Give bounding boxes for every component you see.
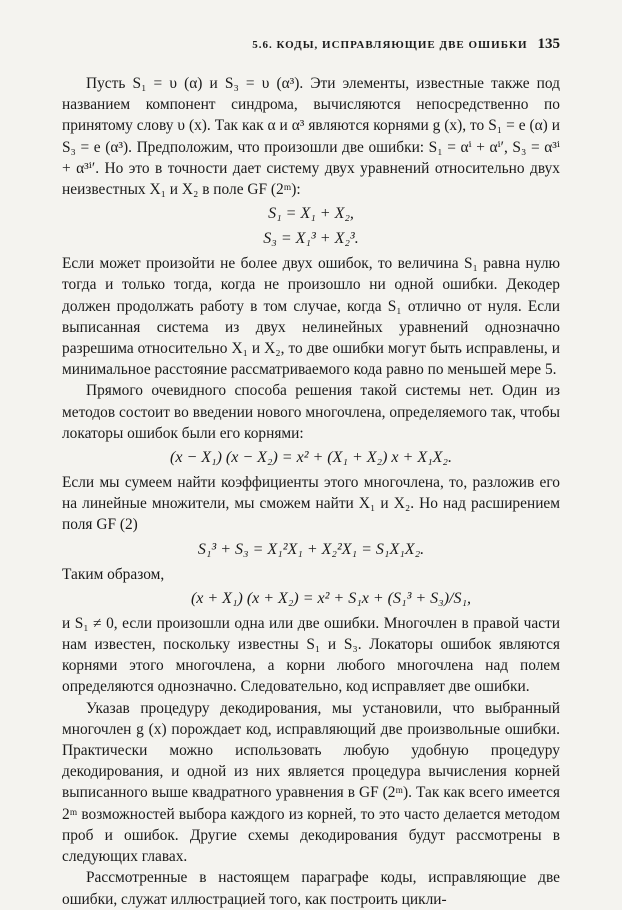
- paragraph-syndrome-intro: Пусть S₁ = υ (α) и S₃ = υ (α³). Эти элементы, известные также под названием компонент синдрома, вычисляются непосредственно по принятому слову υ (x). Так как α и α³ являются корнями g (x), то S₁ = e (α) и S₃ = e (α³). Предположим, что произошли две ошибки: S₁ = αⁱ + αⁱ′, S₃ = α³ⁱ + α³ⁱ′. Но это в точности дает систему двух уравнений относительно двух неизвестных X₁ и X₂ в поле GF (2ᵐ):: [62, 75, 560, 199]
- equation-s1-cubed: S₁³ + S₃ = X₁²X₁ + X₂²X₁ = S₁X₁X₂.: [197, 540, 425, 558]
- paragraph-conclusion: Рассмотренные в настоящем параграфе коды, исправляющие две ошибки, служат иллюстрацией того, как построить цикли-: [62, 869, 560, 908]
- equation-quadratic: (x + X₁) (x + X₂) = x² + S₁x + (S₁³ + S₃)/S₁,: [190, 589, 472, 607]
- page-number: 135: [537, 36, 560, 52]
- paragraph-two-errors: Если может произойти не более двух ошибок, то величина S₁ равна нулю тогда и только тогда, когда не произошло ни одной ошибки. Декодер должен продолжать работу в том случае, когда S₁ отлично от нуля. Если выписанная система из двух нелинейных уравнений однозначно разрешима относительно X₁ и X₂, то две ошибки могут быть исправлены, и минимальное расстояние рассматриваемого кода равно по меньшей мере 5.: [62, 255, 560, 379]
- paragraph-coefficients: Если мы сумеем найти коэффициенты этого многочлена, то, разложив его на линейные множители, мы сможем найти X₁ и X₂. Но над расширением поля GF (2): [62, 474, 560, 534]
- paragraph-roots-unique: и S₁ ≠ 0, если произошли одна или две ошибки. Многочлен в правой части нам известен, поскольку известны S₁ и S₃. Локаторы ошибок являются корнями этого многочлена, а корни любого многочлена над полем определяются однозначно. Следовательно, код исправляет две ошибки.: [62, 614, 560, 696]
- equation-s3: S₃ = X₁³ + X₂³.: [263, 230, 359, 248]
- section-title: 5.6. КОДЫ, ИСПРАВЛЯЮЩИЕ ДВЕ ОШИБКИ: [252, 39, 528, 51]
- paragraph-thus: Таким образом,: [62, 565, 165, 583]
- paragraph-locator-polynomial: Прямого очевидного способа решения такой системы нет. Один из методов состоит во введении нового многочлена, определяемого так, чтобы локаторы ошибок были его корнями:: [62, 382, 560, 442]
- equation-s1: S₁ = X₁ + X₂,: [268, 205, 354, 223]
- equation-locator-product: (x − X₁) (x − X₂) = x² + (X₁ + X₂) x + X₁X₂.: [170, 449, 452, 467]
- running-header: [62, 36, 560, 53]
- paragraph-decoding-procedure: Указав процедуру декодирования, мы установили, что выбранный многочлен g (x) порождает код, исправляющий две произвольные ошибки. Практически можно использовать любую удобную процедуру декодирования, и одной из них является процедура вычисления корней выписанного выше квадратного уравнения в GF (2ᵐ). Так как всего имеется 2ᵐ возможностей выбора каждого из корней, то это часто делается методом проб и ошибок. Другие схемы декодирования будут рассмотрены в следующих главах.: [62, 699, 560, 866]
